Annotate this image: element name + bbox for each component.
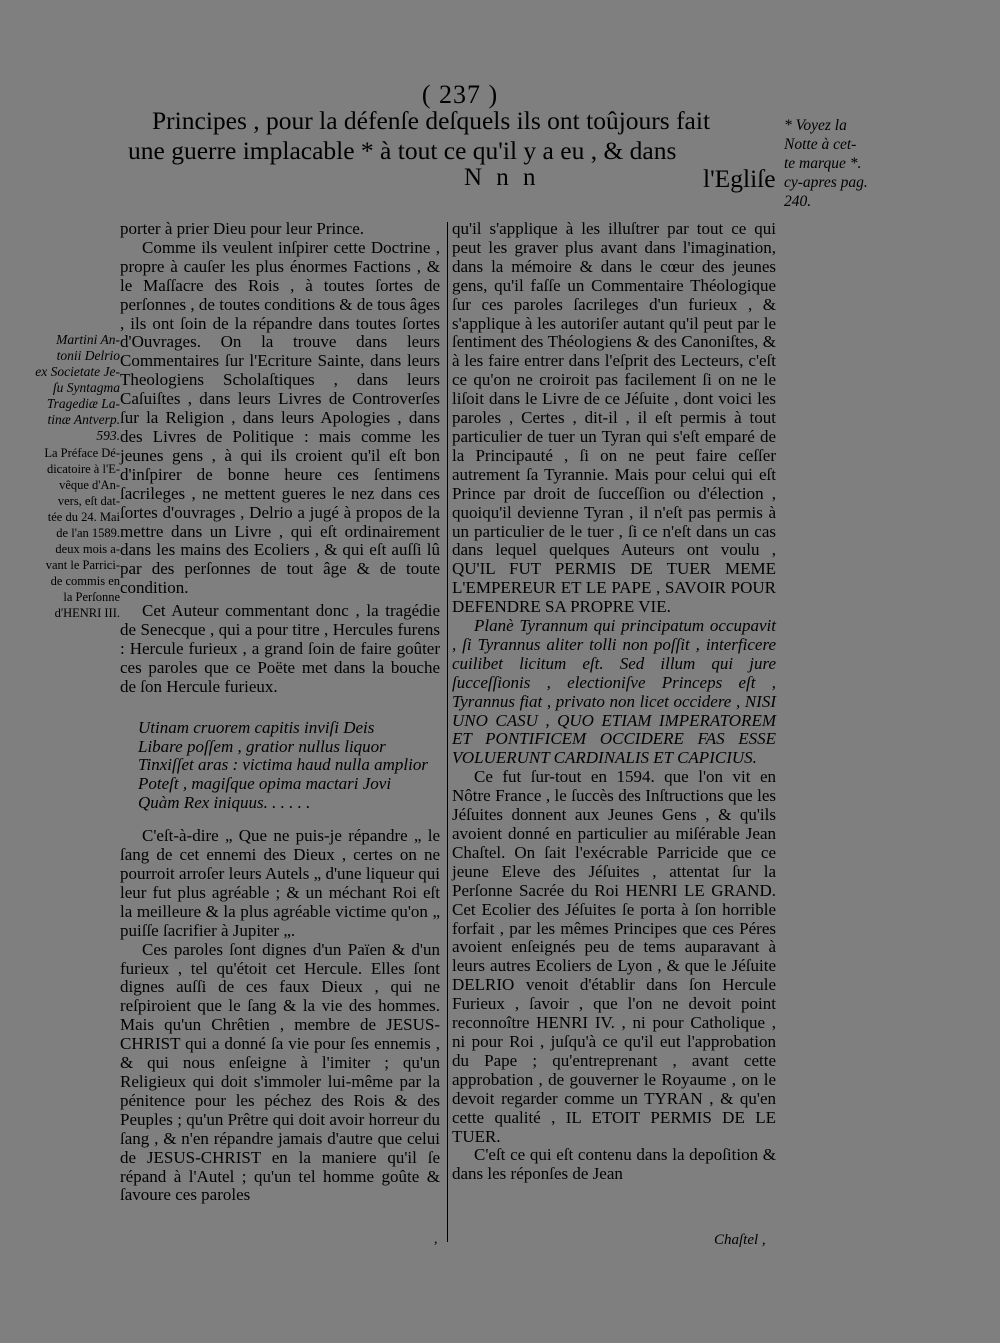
stray-mark: , [434, 1232, 438, 1247]
margin-note-top-line: te marque *. [784, 155, 862, 172]
margin-note-line: Tragediæ La- [46, 396, 120, 411]
running-head-line-2: une guerre implacable * à tout ce qu'il y a eu , & dans [128, 136, 677, 165]
margin-note-line: d'HENRI III. [54, 606, 120, 620]
latin-quotation: Planè Tyrannum qui principatum occupavit , ſi Tyrannus aliter tolli non poſſit , interficere cuilibet licitum eſt. Sed illum qui jure ſucceſſionis , electioniſve Princeps eſt , Tyrannus fiat , privato non licet occidere , NISI UNO CASU , QUO ETIAM IMPERATOREM ET PONTIFICEM OCCIDERE FAS ESSE VOLUERUNT CARDINALIS ET CAPICIUS. [452, 616, 776, 768]
paragraph: C'eſt ce qui eſt contenu dans la depoſition & dans les réponſes de Jean [452, 1145, 776, 1184]
margin-note-top-line: * Voyez la [784, 117, 847, 134]
paragraph: qu'il s'applique à les illuſtrer par tout ce qui peut les graver plus avant dans l'imagination, dans la mémoire & dans le cœur des jeunes gens, qu'il faſſe un Commentaire Théologique ſur ces paroles ſacrileges d'un furieux , & s'applique à les autoriſer autant qu'il peut par le ſentiment des Théologiens & des Canoniſtes, & à les faire entrer dans l'eſprit des Lecteurs, c'eſt ce qu'on ne croiroit pas facilement ſi on ne le liſoit dans le Livre de ce Jéſuite , dont voici les paroles , Certes , dit-il , il eſt permis à tout particulier de tuer un Tyran qui s'eſt emparé de la Principauté , ſi on ne peut faire ceſſer autrement ſa Tyrannie. Mais pour celui qui eſt Prince par droit de ſucceſſion ou d'élection , quoiqu'il devienne Tyran , il n'eſt pas permis à un particulier de le tuer , ſi ce n'eſt dans un cas dans lequel quelques Auteurs ont voulu , QU'IL FUT PERMIS DE TUER MEME L'EMPEREUR ET LE PAPE , SAVOIR POUR DEFENDRE SA PROPRE VIE. [452, 219, 776, 617]
margin-note-line: tée du 24. Mai [47, 510, 120, 524]
margin-note-line: Martini An- [56, 332, 120, 347]
margin-note-line: ex Societate Je- [35, 364, 120, 379]
page-number: ( 237 ) [421, 80, 499, 109]
paragraph: Cet Auteur commentant donc , la tragédie de Senecque , qui a pour titre , Hercules furens : Hercule furieux , a grand ſoin de faire goûter ces paroles que ce Poëte met dans la bouche de ſon Hercule furieux. [120, 601, 440, 696]
right-column [452, 220, 776, 1184]
margin-note-top-line: Notte à cet- [784, 136, 857, 153]
margin-note-top [784, 116, 894, 211]
verse-line: Poteſt , magiſque opima mactari Jovi [138, 774, 392, 794]
margin-note-line: 593. [96, 428, 120, 443]
margin-note-line: la Perſonne [63, 590, 120, 604]
paragraph: C'eſt-à-dire „ Que ne puis-je répandre „ le ſang de cet ennemi des Dieux , certes on ne pourroit arroſer leurs Autels „ d'une liqueur qui leur fut plus agréable ; & un méchant Roi eſt la meilleure & la plus agréable victime qu'on „ puiſſe ſacrifier à Jupiter „. [120, 826, 440, 940]
column-divider [447, 222, 448, 1242]
margin-note-line: vêque d'An- [59, 478, 120, 492]
margin-note-line: ſu Syntagma [52, 380, 120, 395]
signature-mark: N n n [464, 164, 540, 191]
margin-note-line: vers, eſt dat- [57, 494, 120, 508]
running-head-line-1: Principes , pour la défenſe deſquels ils ont toûjours fait [152, 106, 711, 135]
margin-note-top-line: cy-apres pag. [784, 174, 868, 191]
margin-note-line: deux mois a- [55, 542, 120, 556]
margin-note-top-line: 240. [784, 193, 812, 210]
paragraph: porter à prier Dieu pour leur Prince. [120, 219, 365, 238]
margin-note-line: de l'an 1589. [56, 526, 120, 540]
margin-note-line: dicatoire à l'E- [46, 462, 120, 476]
margin-note-line: La Préface Dé- [44, 446, 120, 460]
paragraph: Comme ils veulent inſpirer cette Doctrine , propre à cauſer les plus énormes Factions , & le Maſſacre des Rois , à toutes ſortes de perſonnes , de toutes conditions & de tous âges , ils ont ſoin de la répandre dans toutes ſortes d'Ouvrages. On la trouve dans leurs Commentaires ſur l'Ecriture Sainte, dans leurs Theologiens Scholaſtiques , dans leurs Caſuiſtes , dans leurs Livres de Controverſes ſur la Religion , dans leurs Apologies , dans des Livres de Politique : mais comme les jeunes gens , à qui ils croient qu'il eſt bon d'inſpirer de bonne heure ces ſentimens ſacrileges , ne mettent gueres le nez dans ces ſortes d'ouvrages , Delrio a jugé à propos de la mettre dans un Livre , qui eſt ordinairement dans les mains des Ecoliers , & qui eſt auſſi lû par des perſonnes de tout âge & de toute condition. [120, 237, 440, 598]
paragraph: Ce fut ſur-tout en 1594. que l'on vit en Nôtre France , le ſuccès des Inſtructions que les Jéſuites donnent aux Jeunes Gens , & qu'ils avoient donné en particulier au miſérable Jean Chaſtel. On ſait l'exécrable Parricide que ce jeune Eleve des Jéſuites , attentat ſur la Perſonne Sacrée du Roi HENRI LE GRAND. Cet Ecolier des Jéſuites ſe porta à ſon horrible forfait , par les mêmes Principes que ces Péres avoient enſeignés peu de tems auparavant à leurs autres Ecoliers de Lyon , & que le Jéſuite DELRIO venoit d'établir dans ſon Hercule Furieux , ſavoir , que l'on ne devoit point reconnoître HENRI IV. , ni pour Catholique , ni pour Roi , juſqu'à ce qu'il eut l'approbation du Pape ; qu'entreprenant , avant cette approbation , de gouverner le Royaume , on le devoit regarder comme un TYRAN , & qu'en cette qualité , IL ETOIT PERMIS DE LE TUER. [452, 767, 776, 1146]
margin-note-line: vant le Parrici- [45, 558, 120, 572]
margin-note-left [24, 332, 120, 620]
margin-note-line: tonii Delrio [56, 348, 120, 363]
verse-line: Tinxiſſet aras : victima haud nulla amplior [138, 755, 428, 775]
verse-line: Libare poſſem , gratior nullus liquor [138, 736, 386, 756]
margin-note-line: de commis en [50, 574, 120, 588]
catch-word: Chaſtel , [714, 1232, 766, 1248]
margin-note-line: tinæ Antverp. [47, 412, 120, 427]
running-head-line-3: l'Egliſe [703, 164, 776, 193]
paragraph: Ces paroles ſont dignes d'un Païen & d'un furieux , tel qu'étoit cet Hercule. Elles ſont dignes auſſi de ces faux Dieux , qui ne reſpiroient que le ſang & la vie des hommes. Mais qu'un Chrêtien , membre de JESUS-CHRIST qui a donné ſa vie pour ſes ennemis , & qui nous enſeigne à l'imiter ; qu'un Religieux qui doit s'immoler lui-même par la pénitence pour les péchez des Rois & des Peuples ; qu'un Prêtre qui doit avoir horreur du ſang , & n'en répandre jamais d'autre que celui de JESUS-CHRIST en la maniere qu'il ſe répand à l'Autel ; qu'un tel homme goûte & ſavoure ces paroles [120, 939, 440, 1205]
verse-line: Quàm Rex iniquus. . . . . . [138, 793, 311, 813]
latin-verse [138, 719, 440, 814]
verse-line: Utinam cruorem capitis inviſi Deis [138, 717, 375, 737]
left-column [120, 220, 440, 1205]
